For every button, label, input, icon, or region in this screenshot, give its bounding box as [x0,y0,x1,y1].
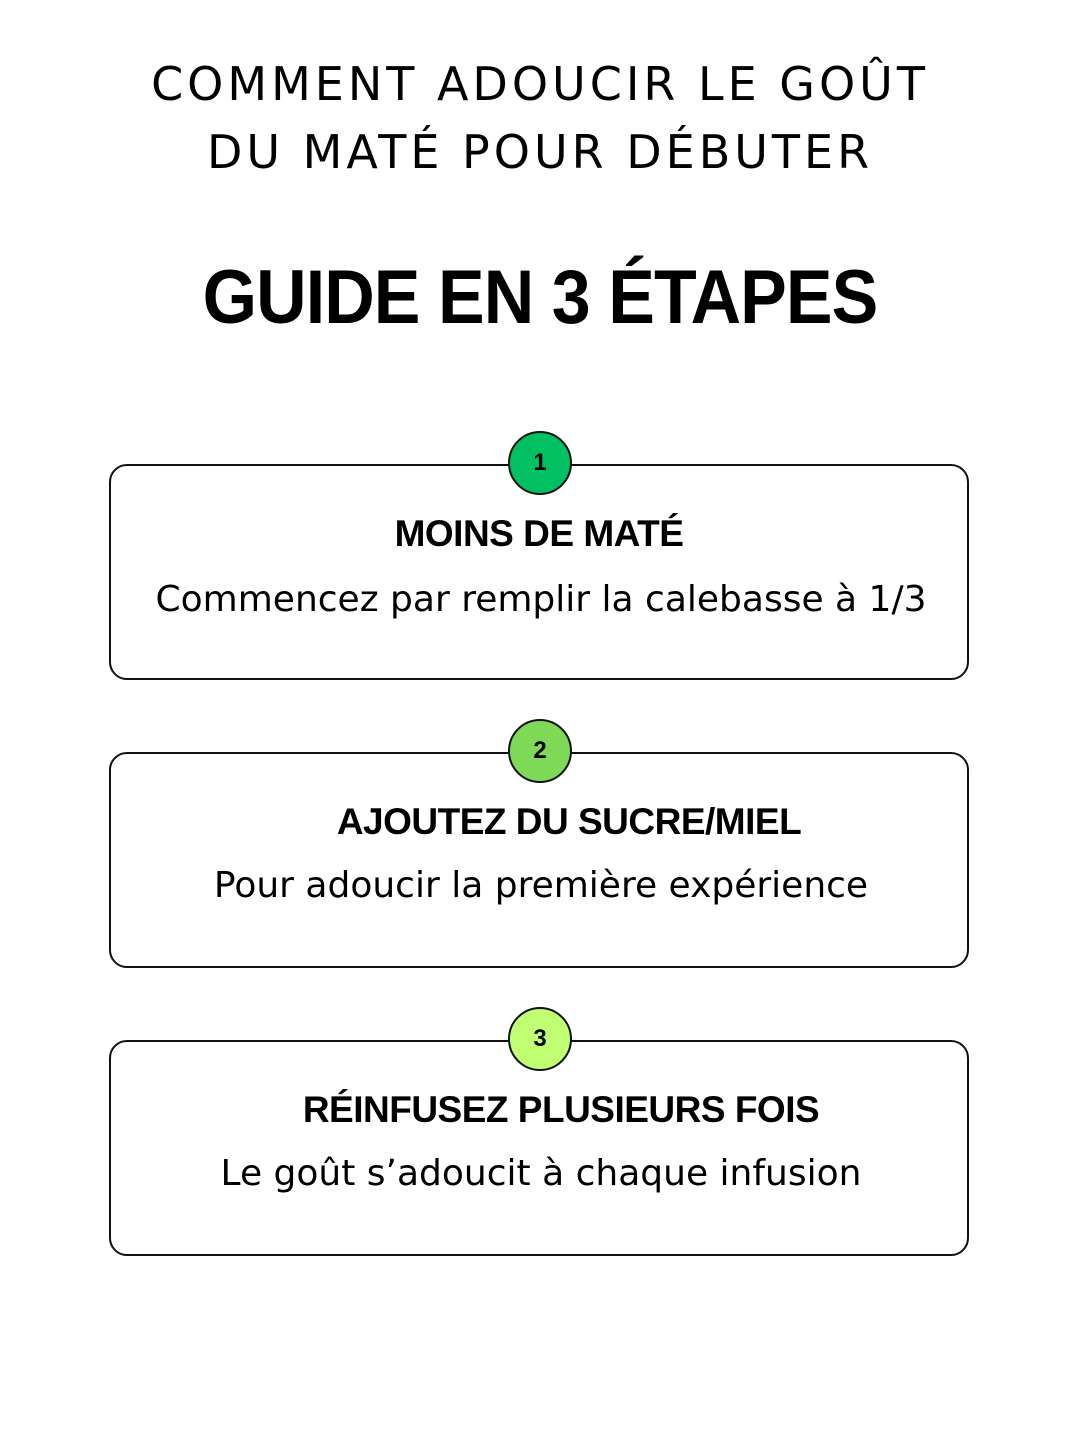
step-3-description: Le goût s’adoucit à chaque infusion [220,1153,862,1194]
step-2-title: AJOUTEZ DU SUCRE/MIEL [336,801,802,842]
step-2-card [109,752,969,968]
subtitle-line-2: DU MATÉ POUR DÉBUTER [206,125,874,179]
step-2-description: Pour adoucir la première expérience [213,865,869,906]
step-3-card [109,1040,969,1256]
step-1-number-badge: 1 [508,431,572,495]
step-1-card [109,464,969,680]
step-3-title: RÉINFUSEZ PLUSIEURS FOIS [302,1089,820,1130]
step-1-description: Commencez par remplir la calebasse à 1/3 [155,579,927,620]
page-title: GUIDE EN 3 ÉTAPES [202,255,878,340]
step-2-number-badge: 2 [508,719,572,783]
step-1-title: MOINS DE MATÉ [394,513,684,554]
step-3-number-badge: 3 [508,1007,572,1071]
page-subtitle [0,50,1080,186]
subtitle-line-1: COMMENT ADOUCIR LE GOÛT [151,57,929,111]
